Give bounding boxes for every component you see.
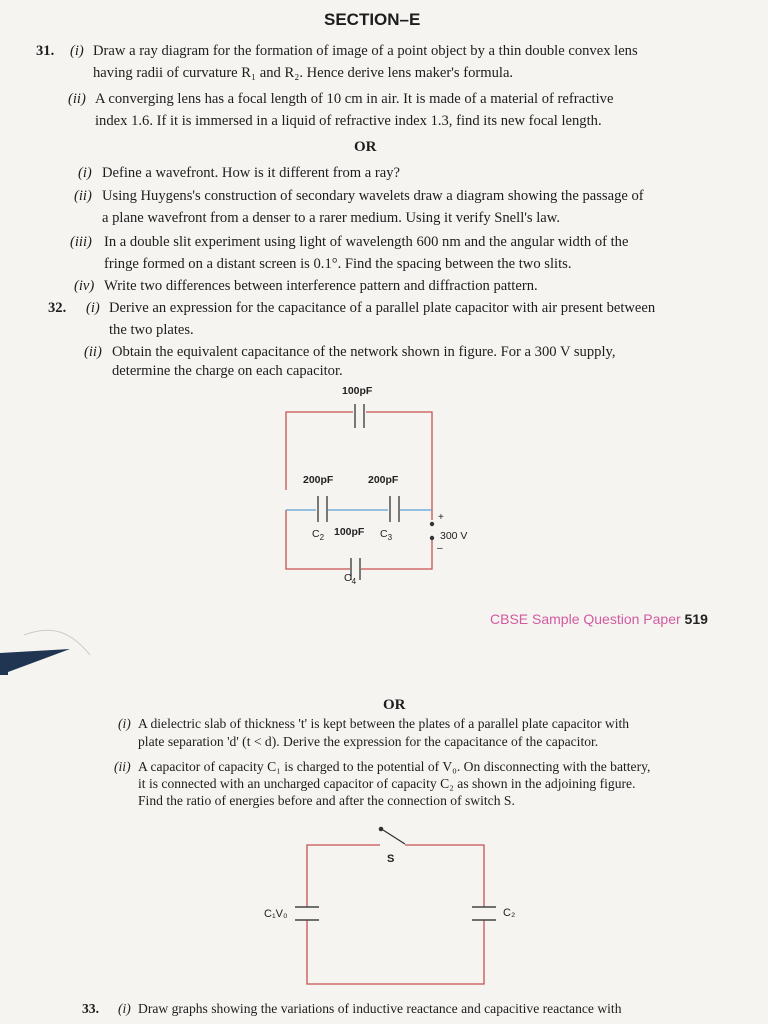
q31-alt-iii-line1: In a double slit experiment using light of wavelength 600 nm and the angular width of the: [104, 234, 629, 250]
question-number-31: 31.: [36, 43, 55, 59]
q31-alt-iii-marker: (iii): [70, 234, 92, 250]
q31-part-i-marker: (i): [70, 43, 84, 59]
q31-alt-iv-marker: (iv): [74, 278, 95, 294]
q33-part-i-marker: (i): [118, 1001, 131, 1016]
positive-terminal-label: +: [438, 512, 444, 523]
q31-alt-i-marker: (i): [78, 165, 92, 181]
q31-part-ii-line1: A converging lens has a focal length of 10 cm in air. It is made of a material of refractive: [95, 91, 614, 107]
q32-alt-ii-marker: (ii): [114, 759, 131, 774]
q32-alt-ii-line2: it is connected with an uncharged capacitor of capacity C₂ as shown in the adjoining figure.: [138, 776, 636, 791]
switch-pivot: [379, 827, 384, 832]
q32-alt-i-line1: A dielectric slab of thickness 't' is kept between the plates of a parallel plate capacitor with: [138, 716, 630, 731]
q32-or-label: OR: [383, 697, 406, 713]
q32-part-i-marker: (i): [86, 300, 100, 316]
q32-part-ii-line1: Obtain the equivalent capacitance of the network shown in figure. For a 300 V supply,: [112, 344, 616, 360]
q31-or-label: OR: [354, 139, 377, 155]
q31-alt-ii-line2: a plane wavefront from a denser to a rarer medium. Using it verify Snell's law.: [102, 210, 560, 226]
q32-alt-i-marker: (i): [118, 716, 131, 731]
c3-label: $C_3$: [380, 528, 393, 542]
q31-part-ii-marker: (ii): [68, 91, 86, 107]
circuit2-wires: [307, 845, 484, 984]
q31-alt-iv-line1: Write two differences between interference pattern and diffraction pattern.: [104, 278, 538, 294]
middle-capacitor-label: 100pF: [334, 526, 365, 538]
q31-part-ii-line2: index 1.6. If it is immersed in a liquid of refractive index 1.3, find its new focal length.: [95, 113, 602, 129]
q31-alt-ii-marker: (ii): [74, 188, 92, 204]
q32-part-ii-line2: determine the charge on each capacitor.: [112, 363, 343, 379]
left-capacitor-label: 200pF: [303, 474, 334, 486]
c2-label: $C_2$: [312, 528, 325, 542]
q31-alt-i-line1: Define a wavefront. How is it different from a ray?: [102, 165, 400, 181]
q31-alt-iii-line2: fringe formed on a distant screen is 0.1°. Find the spacing between the two slits.: [104, 256, 572, 272]
negative-terminal-label: –: [437, 543, 443, 554]
question-number-32: 32.: [48, 300, 67, 316]
q31-part-i-line1: Draw a ray diagram for the formation of image of a point object by a thin double convex lens: [93, 43, 638, 59]
switch-label: S: [387, 853, 395, 865]
q31-alt-ii-line1: Using Huygens's construction of secondary wavelets draw a diagram showing the passage of: [102, 188, 644, 204]
q32-alt-i-line2: plate separation 'd' (t < d). Derive the expression for the capacitance of the capacitor.: [138, 734, 599, 749]
q33-part-i-line1: Draw graphs showing the variations of inductive reactance and capacitive reactance with: [138, 1001, 622, 1016]
footer-page-number: 519: [684, 611, 708, 627]
footer-source: CBSE Sample Question Paper: [490, 611, 681, 627]
c2-capacitor-label: C₂: [503, 907, 516, 919]
switch-lever: [383, 830, 405, 844]
q32-alt-ii-line3: Find the ratio of energies before and after the connection of switch S.: [138, 793, 515, 808]
q31-part-i-line2: having radii of curvature R₁ and R₂. Hence derive lens maker's formula.: [93, 65, 514, 81]
top-capacitor-label: 100pF: [342, 385, 373, 397]
q32-alt-ii-line1: A capacitor of capacity C₁ is charged to the potential of V₀. On disconnecting with the battery,: [138, 759, 651, 774]
right-capacitor-label: 200pF: [368, 474, 399, 486]
question-number-33: 33.: [82, 1001, 99, 1016]
circuit2-capacitor-plates: [295, 907, 496, 920]
c4-label: $C_4$: [344, 572, 357, 586]
q32-part-i-line1: Derive an expression for the capacitance of a parallel plate capacitor with air present between: [109, 300, 656, 316]
supply-voltage-label: 300 V: [440, 530, 468, 542]
c1v0-label: C₁V₀: [264, 908, 288, 920]
q32-part-i-line2: the two plates.: [109, 322, 194, 338]
q32-part-ii-marker: (ii): [84, 344, 102, 360]
section-heading: SECTION–E: [324, 10, 421, 29]
